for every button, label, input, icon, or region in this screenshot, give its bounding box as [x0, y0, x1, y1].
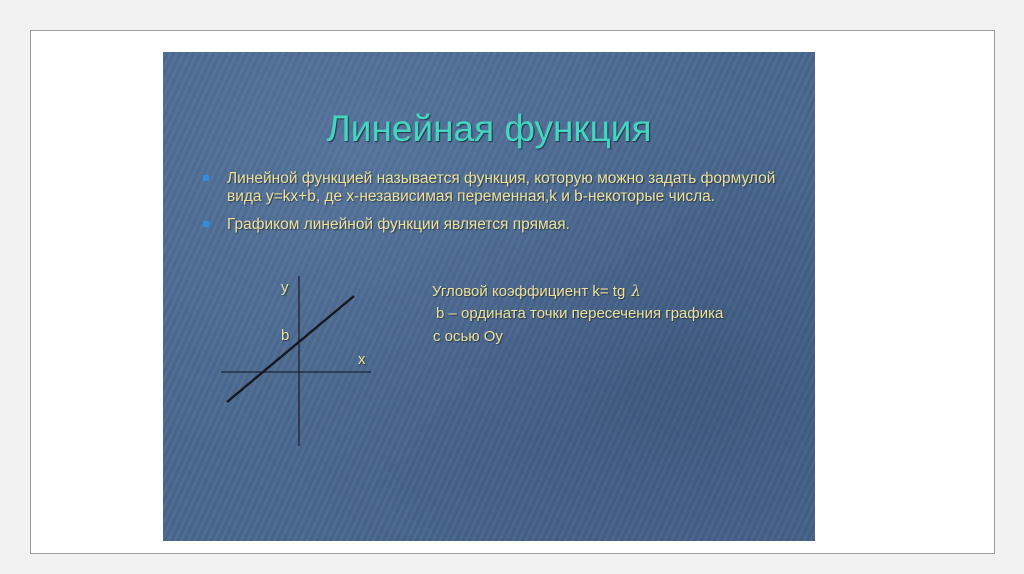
lambda-symbol: λ — [631, 282, 641, 300]
bullet-list — [203, 170, 783, 244]
bullet-item-graph — [203, 216, 783, 234]
slide-title: Линейная функция — [326, 108, 652, 149]
bullet-text-graph: Графиком линейной функции является прямая. — [227, 216, 570, 233]
bullet-text-definition: Линейной функцией называется функция, которую можно задать формулой вида y=kx+b, де x-независимая переменная,k и b-некоторые числа. — [227, 170, 776, 205]
linear-function-line — [227, 296, 354, 402]
x-axis-label: x — [358, 351, 366, 368]
slope-text: Угловой коэффициент k= tg — [432, 283, 626, 300]
square-bullet-icon — [203, 221, 209, 227]
coordinate-graph — [221, 276, 381, 461]
slope-line — [432, 282, 641, 300]
intercept-line-2: с осью Oy — [433, 328, 503, 345]
b-intercept-label: b — [281, 327, 290, 344]
square-bullet-icon — [203, 175, 209, 181]
intercept-line-1: b – ордината точки пересечения графика — [436, 305, 724, 322]
y-axis-label: y — [281, 279, 289, 296]
graph-svg — [221, 276, 381, 456]
bullet-item-definition — [203, 170, 783, 206]
slide — [163, 52, 815, 541]
